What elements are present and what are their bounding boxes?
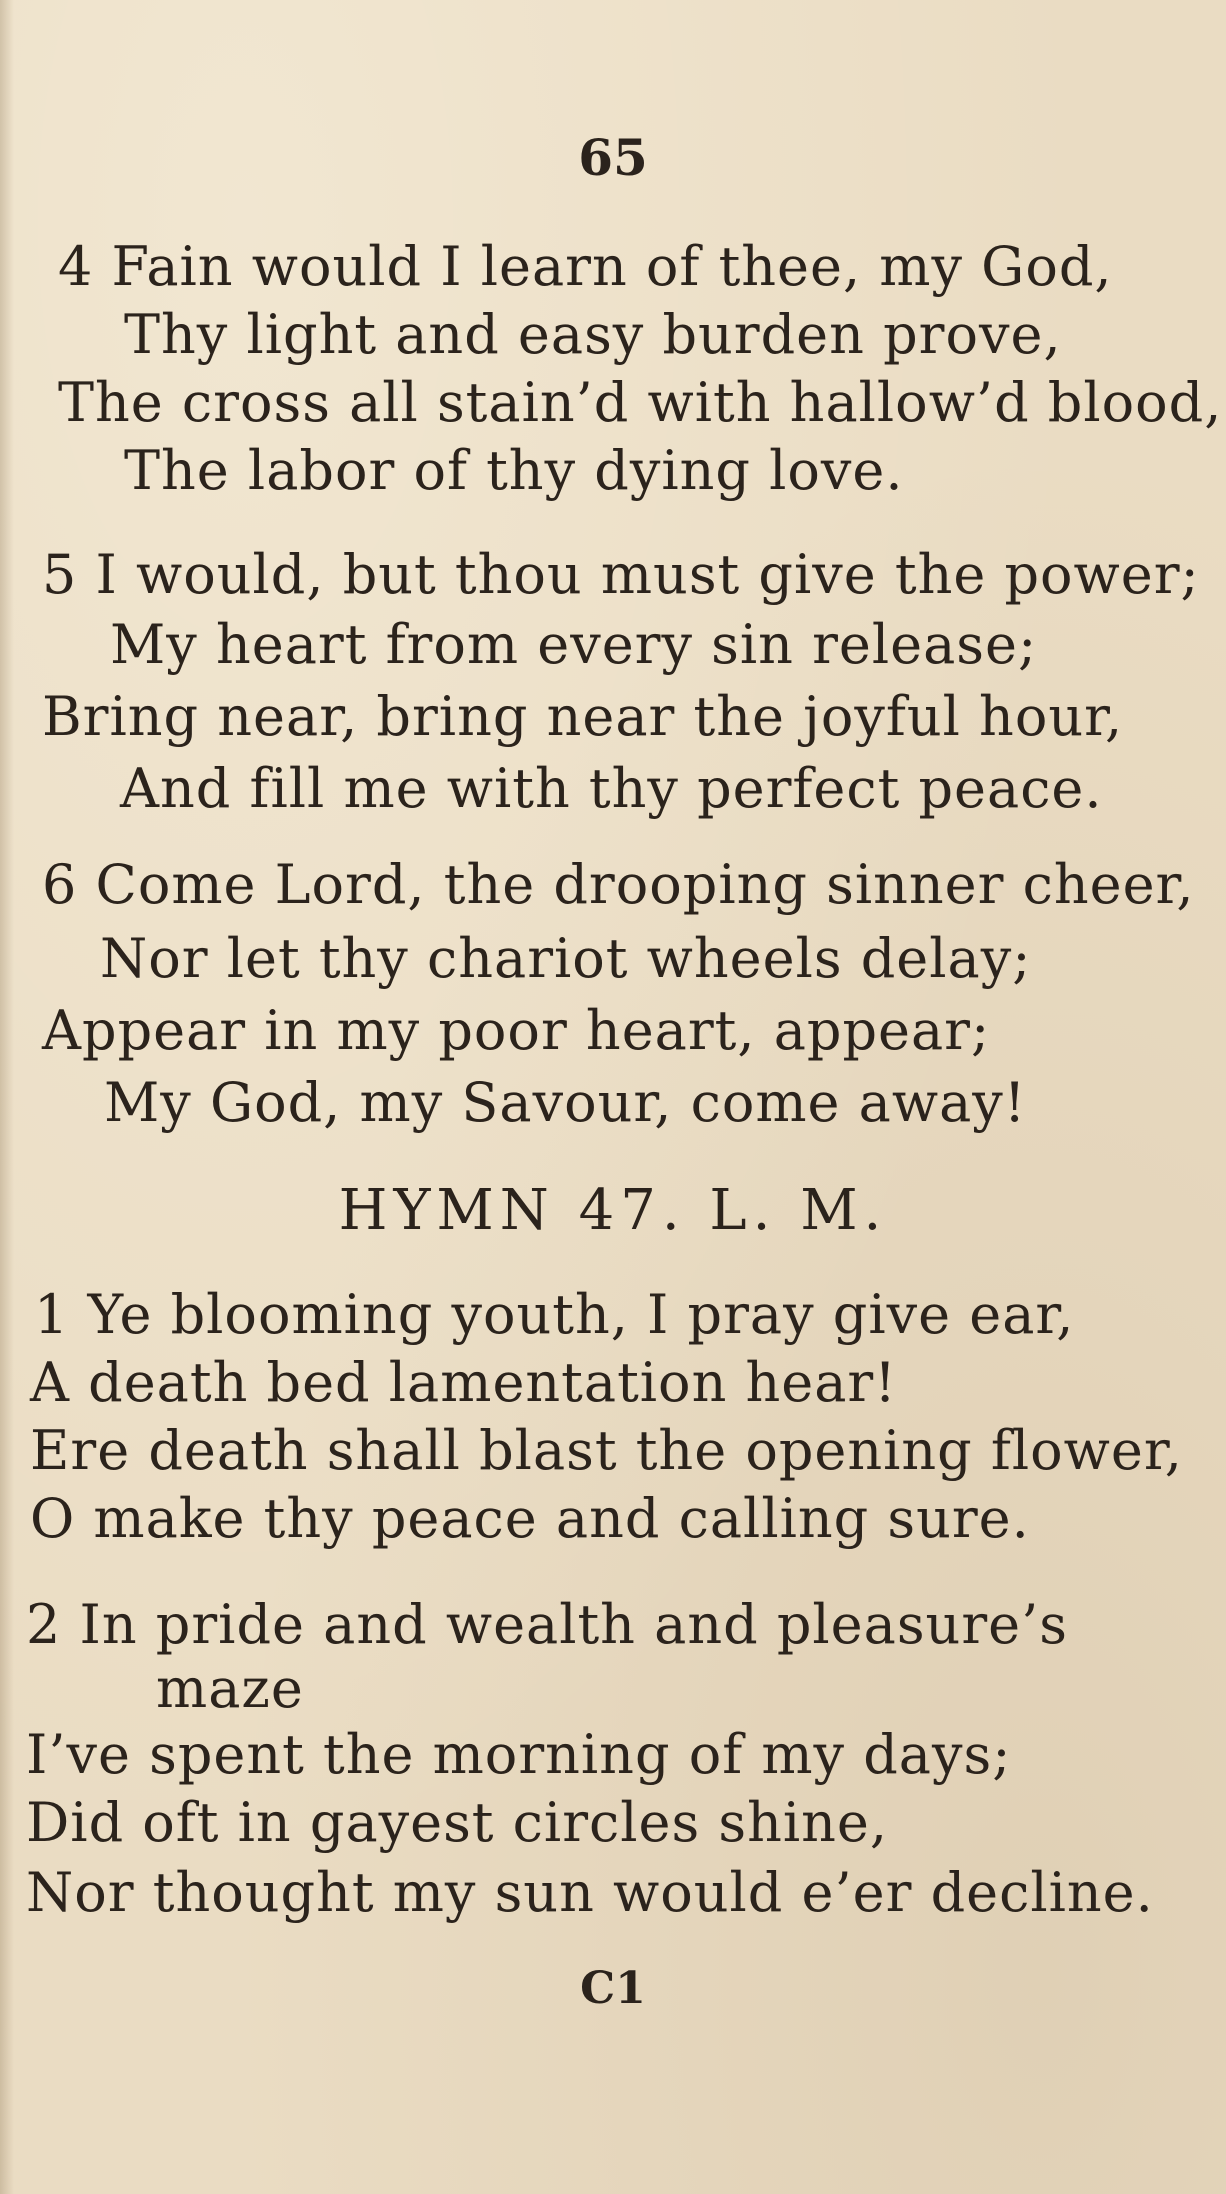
- verse-line: A death bed lamentation hear!: [30, 1351, 897, 1414]
- verse-line: Bring near, bring near the joyful hour,: [42, 685, 1124, 748]
- verse-line: Appear in my poor heart, appear;: [42, 999, 991, 1062]
- verse-line: O make thy peace and calling sure.: [30, 1487, 1030, 1550]
- verse-line: I’ve spent the morning of my days;: [26, 1723, 1012, 1786]
- page-edge-shadow: [0, 0, 14, 2194]
- verse-line: 4 Fain would I learn of thee, my God,: [58, 235, 1113, 298]
- verse-line: maze: [156, 1657, 304, 1720]
- signature-mark: C1: [580, 1963, 646, 2014]
- verse-line: The cross all stain’d with hallow’d blood,: [58, 371, 1223, 434]
- verse-line: My heart from every sin release;: [110, 613, 1038, 676]
- verse-line: 6 Come Lord, the drooping sinner cheer,: [42, 853, 1195, 916]
- verse-line: And fill me with thy perfect peace.: [120, 757, 1103, 820]
- verse-line: 1 Ye blooming youth, I pray give ear,: [34, 1283, 1075, 1346]
- verse-line: Nor let thy chariot wheels delay;: [100, 927, 1032, 990]
- verse-line: The labor of thy dying love.: [124, 439, 904, 502]
- verse-line: 5 I would, but thou must give the power;: [42, 543, 1200, 606]
- verse-line: Ere death shall blast the opening flower,: [30, 1419, 1183, 1482]
- verse-line: Thy light and easy burden prove,: [124, 303, 1062, 366]
- verse-line: 2 In pride and wealth and pleasure’s: [26, 1593, 1068, 1656]
- hymn-title: HYMN 47. L. M.: [338, 1178, 888, 1243]
- verse-line: My God, my Savour, come away!: [104, 1071, 1027, 1134]
- verse-line: Did oft in gayest circles shine,: [26, 1791, 889, 1854]
- verse-line: Nor thought my sun would e’er decline.: [26, 1861, 1154, 1924]
- page-number: 65: [578, 128, 648, 187]
